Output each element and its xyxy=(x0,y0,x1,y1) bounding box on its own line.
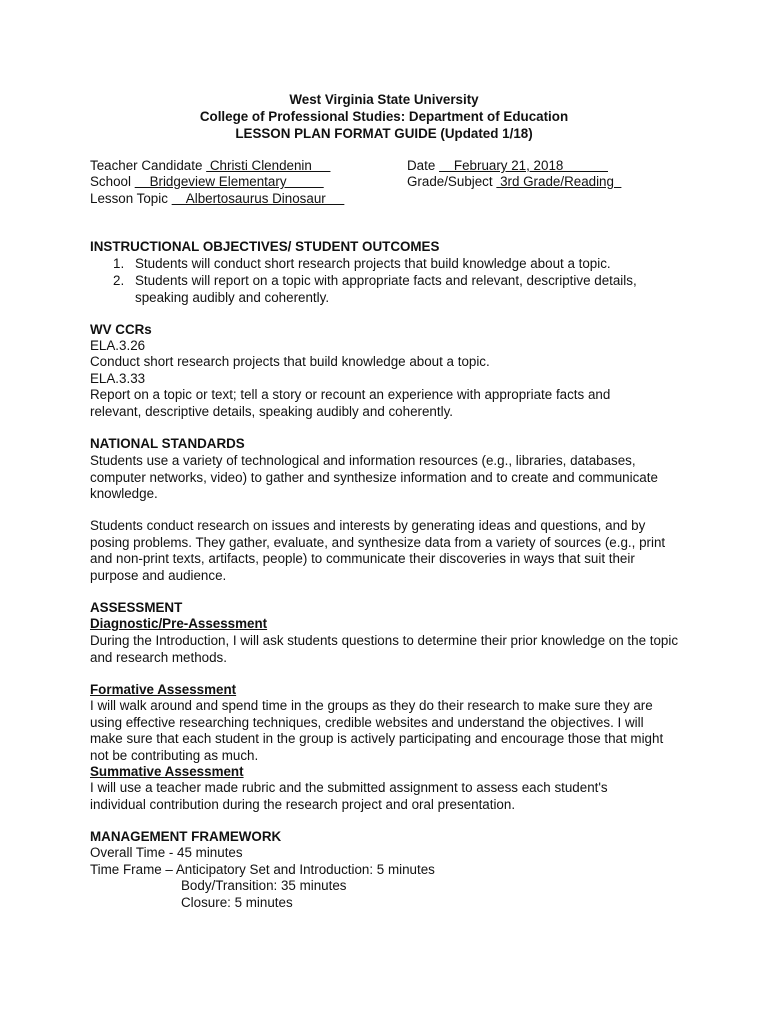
wv-ccrs-heading: WV CCRs xyxy=(90,322,152,337)
time-frame-intro: Anticipatory Set and Introduction: 5 minutes xyxy=(175,862,435,877)
overall-time: Overall Time - 45 minutes xyxy=(90,845,243,860)
objective-number: 1. xyxy=(113,256,125,271)
objective-text: Students will conduct short research projects that build knowledge about a topic. xyxy=(135,256,611,271)
standard-code: ELA.3.33 xyxy=(90,371,146,386)
management-heading: MANAGEMENT FRAMEWORK xyxy=(90,829,282,844)
formative-text: I will walk around and spend time in the groups as they do their research to make sure they are using effective researching techniques, credible websites and understand the objectives. I will make sure that each student in the group is actively participating and encourage those that might not be contributing as much. xyxy=(90,698,664,763)
lesson-topic-value: Albertosaurus Dinosaur xyxy=(171,191,345,206)
university-title: West Virginia State University xyxy=(289,92,479,107)
teacher-candidate-value: Christi Clendenin xyxy=(206,158,331,173)
time-frame-body: Body/Transition: 35 minutes xyxy=(181,878,347,893)
grade-subject-row xyxy=(407,174,621,191)
document-title: LESSON PLAN FORMAT GUIDE (Updated 1/18) xyxy=(235,126,533,141)
diagnostic-text: During the Introduction, I will ask students questions to determine their prior knowledge on the topic and research methods. xyxy=(90,633,679,665)
assessment-heading: ASSESSMENT xyxy=(90,600,183,615)
teacher-candidate-label: Teacher Candidate xyxy=(90,158,203,173)
date-value: February 21, 2018 xyxy=(439,158,608,173)
lesson-topic-label: Lesson Topic xyxy=(90,191,168,206)
teacher-candidate-row xyxy=(90,158,330,175)
standard-text: Report on a topic or text; tell a story or recount an experience with appropriate facts and relevant, descriptive details, speaking audibly and coherently. xyxy=(90,387,611,419)
formative-heading: Formative Assessment xyxy=(90,682,237,697)
standard-code: ELA.3.26 xyxy=(90,338,146,353)
national-standards-heading: NATIONAL STANDARDS xyxy=(90,436,245,451)
time-frame-row xyxy=(90,862,435,879)
objective-number: 2. xyxy=(113,273,125,288)
objectives-heading: INSTRUCTIONAL OBJECTIVES/ STUDENT OUTCOMES xyxy=(90,239,440,254)
date-row xyxy=(407,158,608,175)
grade-subject-value: 3rd Grade/Reading xyxy=(496,174,622,189)
lesson-topic-row xyxy=(90,191,344,208)
school-value: Bridgeview Elementary xyxy=(134,174,324,189)
grade-subject-label: Grade/Subject xyxy=(407,174,493,189)
objective-text: Students will report on a topic with appropriate facts and relevant, descriptive details, speaking audibly and coherently. xyxy=(135,273,637,305)
date-label: Date xyxy=(407,158,436,173)
summative-text: I will use a teacher made rubric and the submitted assignment to assess each student's individual contribution during the research project and oral presentation. xyxy=(90,780,608,812)
time-frame-closure: Closure: 5 minutes xyxy=(181,895,293,910)
national-standard-paragraph: Students conduct research on issues and interests by generating ideas and questions, and by posing problems. They gather, evaluate, and synthesize data from a variety of sources (e.g., print and non-print texts, artifacts, people) to communicate their discoveries in ways that suit their purpose and audience. xyxy=(90,518,666,583)
diagnostic-heading: Diagnostic/Pre-Assessment xyxy=(90,616,268,631)
time-frame-label: Time Frame – xyxy=(90,862,176,877)
school-label: School xyxy=(90,174,131,189)
national-standard-paragraph: Students use a variety of technological and information resources (e.g., libraries, databases, computer networks, video) to gather and synthesize information and to create and communicate knowledge. xyxy=(90,453,658,501)
school-row xyxy=(90,174,324,191)
standard-text: Conduct short research projects that build knowledge about a topic. xyxy=(90,354,490,369)
college-title: College of Professional Studies: Department of Education xyxy=(199,109,569,124)
summative-heading: Summative Assessment xyxy=(90,764,244,779)
